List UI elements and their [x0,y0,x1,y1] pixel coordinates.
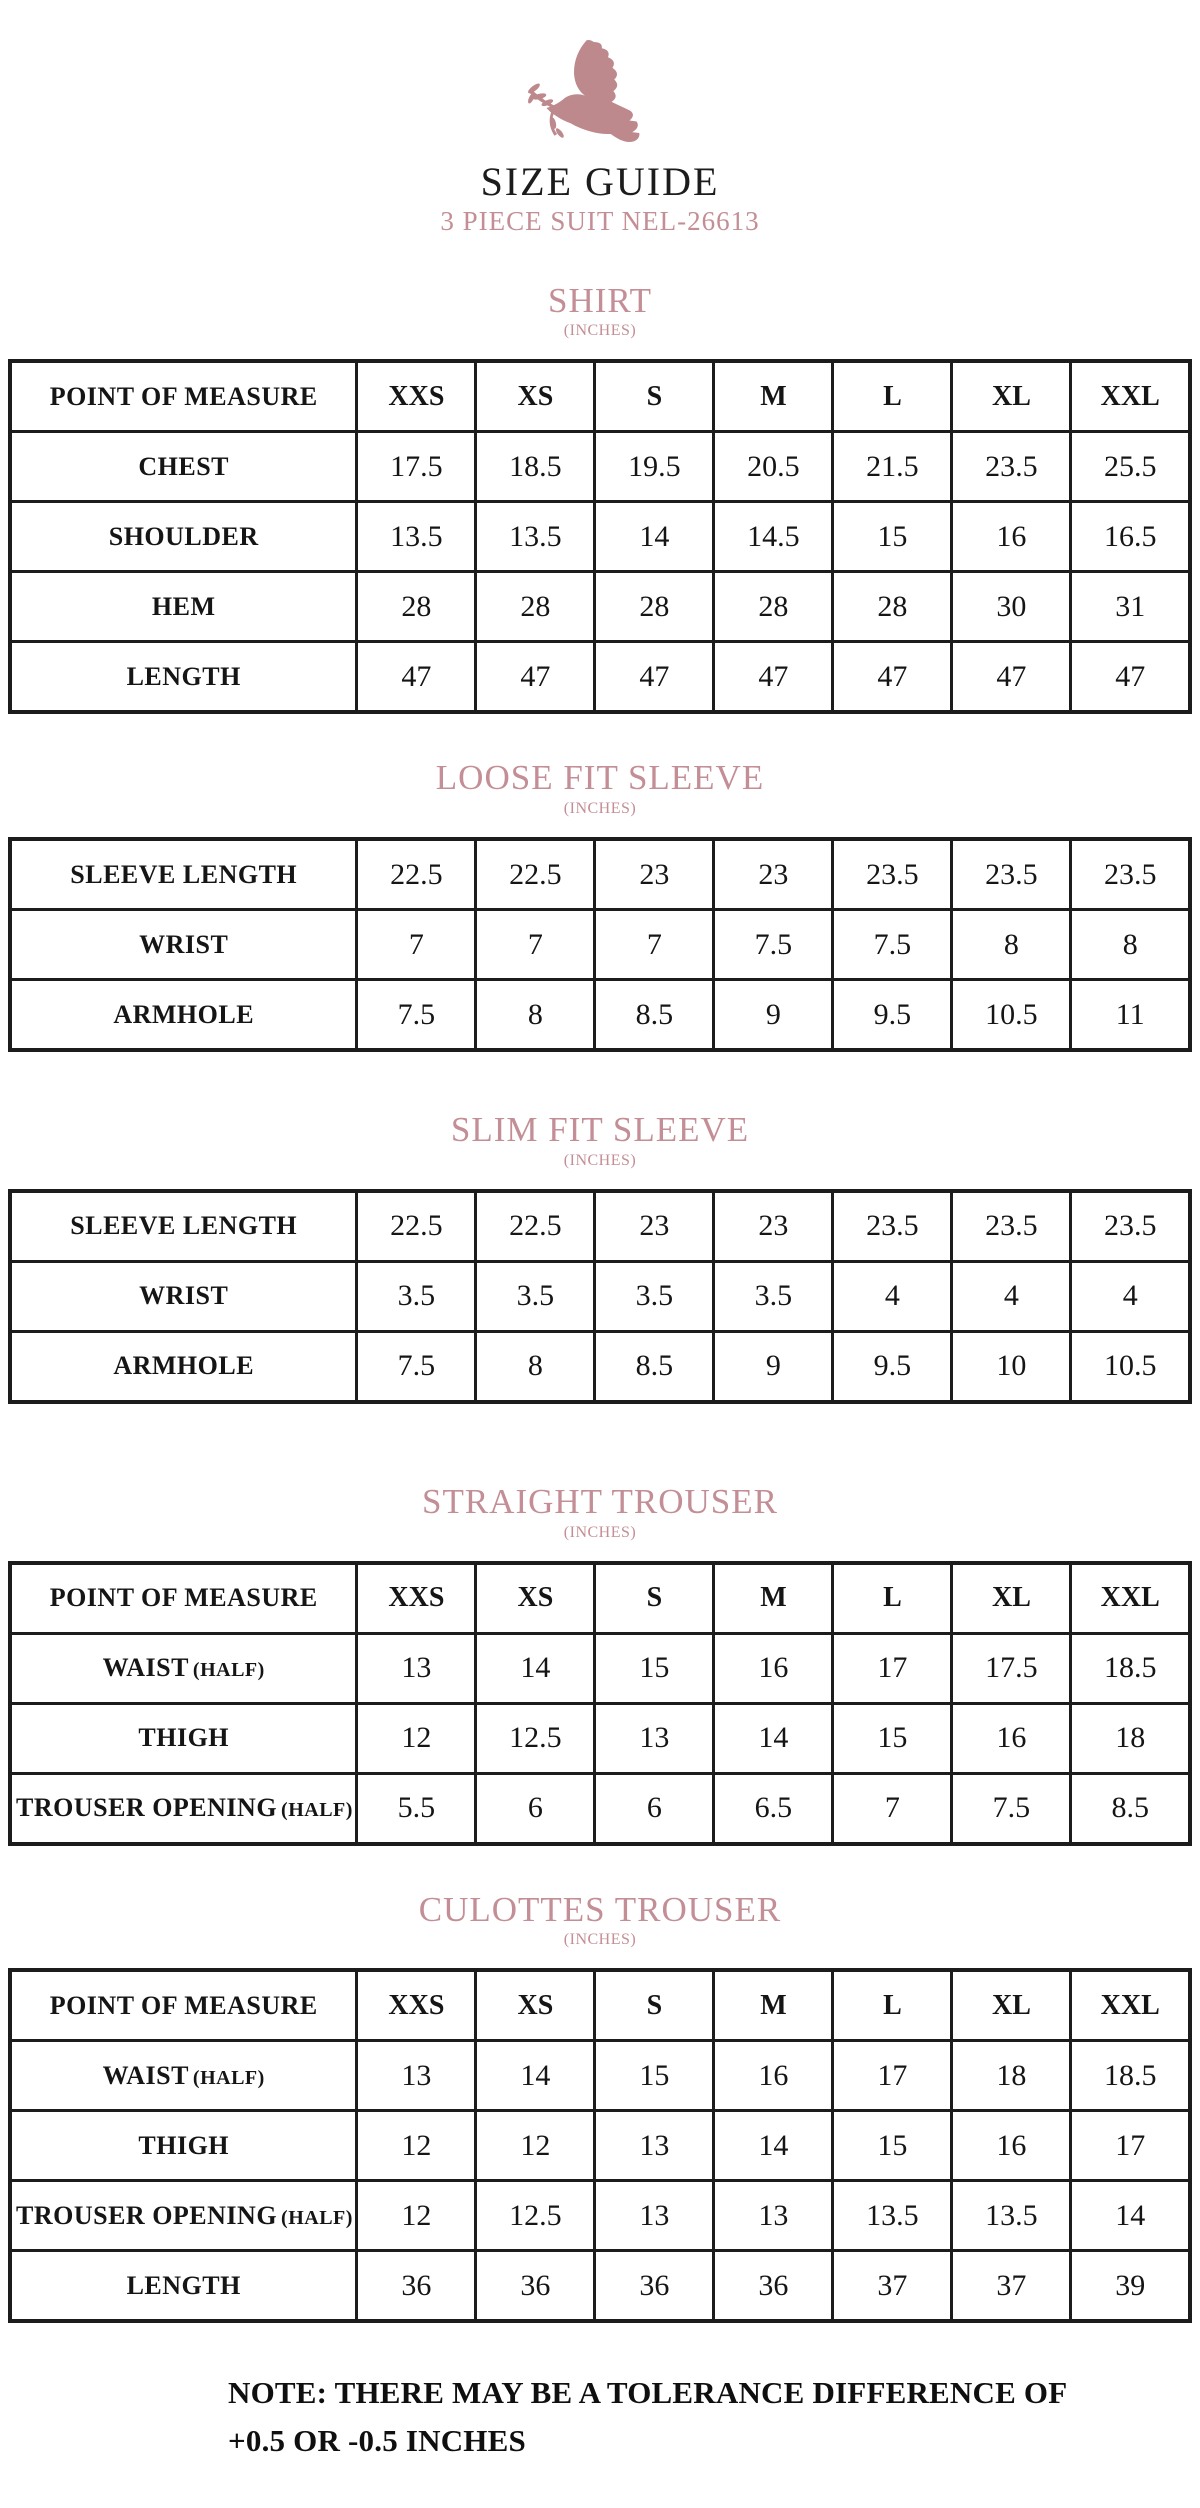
size-column-header-xxs: XXS [357,361,476,432]
measurement-value: 16 [952,2111,1071,2181]
measurement-value: 7 [833,1773,952,1844]
measurement-value: 25.5 [1071,432,1190,502]
measurement-value: 47 [476,642,595,713]
measurement-value: 8.5 [595,980,714,1051]
measurement-value: 23.5 [952,432,1071,502]
size-table-loose-fit-sleeve [8,837,1192,1052]
section-unit-label: (INCHES) [563,1931,637,1949]
measure-row-length [10,642,1190,713]
section-slim-fit-sleeve [0,1112,1200,1404]
measurement-value: 13 [595,2111,714,2181]
measurement-value: 13.5 [357,502,476,572]
measurement-value: 7 [476,910,595,980]
measurement-value: 16 [714,2041,833,2111]
size-column-header-l: L [833,1563,952,1634]
measure-row-wrist [10,1261,1190,1331]
size-column-header-m: M [714,361,833,432]
measurement-value: 16 [952,502,1071,572]
section-heading-straight-trouser: STRAIGHT TROUSER [421,1481,778,1521]
measurement-value: 14 [595,502,714,572]
page-subtitle: 3 PIECE SUIT NEL-26613 [440,206,760,236]
measurement-value: 3.5 [357,1261,476,1331]
measurement-value: 28 [595,572,714,642]
measurement-value: 12 [357,1703,476,1773]
measurement-value: 13 [357,1633,476,1703]
measurement-value: 28 [357,572,476,642]
measurement-value: 30 [952,572,1071,642]
tolerance-note-line1: NOTE: THERE MAY BE A TOLERANCE DIFFERENCE OF [228,2375,1068,2411]
measurement-value: 23.5 [833,1191,952,1262]
measurement-value: 7.5 [833,910,952,980]
measurement-value: 47 [952,642,1071,713]
measurement-value: 17 [833,2041,952,2111]
measurement-value: 15 [833,2111,952,2181]
section-loose-fit-sleeve [0,760,1200,1052]
measurement-value: 17 [1071,2111,1190,2181]
measurement-value: 36 [357,2251,476,2322]
measure-row-sleeve-length [10,839,1190,910]
measurement-value: 14 [476,2041,595,2111]
measurement-value: 14 [1071,2181,1190,2251]
measurement-value: 22.5 [476,1191,595,1262]
measurement-value: 18.5 [476,432,595,502]
measurement-value: 11 [1071,980,1190,1051]
measurement-value: 10.5 [1071,1331,1190,1402]
measurement-value: 17.5 [952,1633,1071,1703]
measure-row-trouser-opening [10,2181,1190,2251]
measurement-value: 23.5 [1071,839,1190,910]
measurement-value: 47 [1071,642,1190,713]
measurement-value: 22.5 [357,839,476,910]
measurement-value: 18 [952,2041,1071,2111]
measurement-value: 23.5 [1071,1191,1190,1262]
measurement-value: 21.5 [833,432,952,502]
measurement-value: 4 [833,1261,952,1331]
measurement-value: 8.5 [595,1331,714,1402]
measurement-value: 14 [714,2111,833,2181]
measurement-value: 23 [595,839,714,910]
point-of-measure-header: POINT OF MEASURE [10,1563,357,1634]
measurement-value: 8 [476,1331,595,1402]
measure-label: SLEEVE LENGTH [10,839,357,910]
measurement-value: 14 [476,1633,595,1703]
measurement-value: 22.5 [357,1191,476,1262]
measurement-value: 16 [714,1633,833,1703]
measure-label: THIGH [10,1703,357,1773]
size-column-header-xxl: XXL [1071,361,1190,432]
point-of-measure-header: POINT OF MEASURE [10,1970,357,2041]
measurement-value: 15 [595,2041,714,2111]
measurement-value: 7.5 [357,980,476,1051]
measurement-value: 36 [595,2251,714,2322]
measurement-value: 7 [595,910,714,980]
measurement-value: 23 [595,1191,714,1262]
measure-label: WRIST [10,1261,357,1331]
measurement-value: 12.5 [476,1703,595,1773]
measure-row-armhole [10,980,1190,1051]
measurement-value: 9 [714,980,833,1051]
size-column-header-m: M [714,1563,833,1634]
measure-label: HEM [10,572,357,642]
measure-label: WAIST (HALF) [10,1633,357,1703]
measure-label: SLEEVE LENGTH [10,1191,357,1262]
size-column-header-m: M [714,1970,833,2041]
size-guide-sections [0,280,1200,2324]
measure-row-shoulder [10,502,1190,572]
measurement-value: 9.5 [833,980,952,1051]
measurement-value: 7.5 [952,1773,1071,1844]
measurement-value: 20.5 [714,432,833,502]
measurement-value: 13 [595,2181,714,2251]
section-straight-trouser [0,1481,1200,1846]
measurement-value: 18 [1071,1703,1190,1773]
measurement-value: 13.5 [952,2181,1071,2251]
measurement-value: 13 [357,2041,476,2111]
measurement-value: 6.5 [714,1773,833,1844]
dove-icon [524,34,676,150]
measure-row-armhole [10,1331,1190,1402]
measurement-value: 16 [952,1703,1071,1773]
size-column-header-xxs: XXS [357,1563,476,1634]
measurement-value: 12 [357,2111,476,2181]
measurement-value: 37 [952,2251,1071,2322]
measure-label: WRIST [10,910,357,980]
brand-logo [0,34,1200,237]
size-column-header-xs: XS [476,1563,595,1634]
table-header-row [10,1563,1190,1634]
section-shirt [0,280,1200,715]
tolerance-note-line2: +0.5 OR -0.5 INCHES [228,2423,526,2459]
measure-label: ARMHOLE [10,1331,357,1402]
size-column-header-s: S [595,1563,714,1634]
measurement-value: 9 [714,1331,833,1402]
measurement-value: 8 [1071,910,1190,980]
measure-label-suffix: (HALF) [192,2066,265,2089]
measurement-value: 36 [714,2251,833,2322]
section-unit-label: (INCHES) [563,1151,637,1169]
page-title: SIZE GUIDE [480,159,720,204]
section-unit-label: (INCHES) [563,800,637,818]
measurement-value: 7 [357,910,476,980]
size-table-shirt [8,359,1192,714]
measurement-value: 6 [476,1773,595,1844]
measurement-value: 17 [833,1633,952,1703]
measurement-value: 12 [357,2181,476,2251]
measurement-value: 23.5 [952,1191,1071,1262]
measurement-value: 18.5 [1071,2041,1190,2111]
measure-label-suffix: (HALF) [192,1659,265,1682]
measurement-value: 14 [714,1703,833,1773]
measurement-value: 13 [714,2181,833,2251]
measure-row-sleeve-length [10,1191,1190,1262]
measurement-value: 14.5 [714,502,833,572]
size-column-header-xl: XL [952,1970,1071,2041]
size-column-header-s: S [595,1970,714,2041]
measure-row-trouser-opening [10,1773,1190,1844]
measurement-value: 16.5 [1071,502,1190,572]
measurement-value: 5.5 [357,1773,476,1844]
measure-row-thigh [10,1703,1190,1773]
measure-label-suffix: (HALF) [281,1799,353,1822]
size-column-header-s: S [595,361,714,432]
measure-label: ARMHOLE [10,980,357,1051]
measure-label-suffix: (HALF) [281,2206,353,2229]
table-header-row [10,1970,1190,2041]
measurement-value: 47 [833,642,952,713]
measurement-value: 12 [476,2111,595,2181]
measurement-value: 4 [1071,1261,1190,1331]
measure-row-thigh [10,2111,1190,2181]
section-unit-label: (INCHES) [563,1523,637,1541]
measure-label: LENGTH [10,642,357,713]
measurement-value: 19.5 [595,432,714,502]
measurement-value: 31 [1071,572,1190,642]
measurement-value: 8 [952,910,1071,980]
measure-row-waist [10,2041,1190,2111]
measurement-value: 22.5 [476,839,595,910]
measurement-value: 28 [476,572,595,642]
measurement-value: 3.5 [714,1261,833,1331]
measurement-value: 47 [714,642,833,713]
measurement-value: 28 [833,572,952,642]
measurement-value: 13.5 [833,2181,952,2251]
measurement-value: 10.5 [952,980,1071,1051]
measurement-value: 9.5 [833,1331,952,1402]
measurement-value: 39 [1071,2251,1190,2322]
size-column-header-xxs: XXS [357,1970,476,2041]
measure-label: THIGH [10,2111,357,2181]
point-of-measure-header: POINT OF MEASURE [10,361,357,432]
measurement-value: 7.5 [357,1331,476,1402]
measurement-value: 47 [357,642,476,713]
measure-row-wrist [10,910,1190,980]
measure-label: LENGTH [10,2251,357,2322]
table-header-row [10,361,1190,432]
size-column-header-xxl: XXL [1071,1563,1190,1634]
measure-row-length [10,2251,1190,2322]
size-column-header-xs: XS [476,361,595,432]
measurement-value: 4 [952,1261,1071,1331]
section-heading-culottes-trouser: CULOTTES TROUSER [418,1889,782,1929]
measurement-value: 13 [595,1703,714,1773]
measure-row-chest [10,432,1190,502]
measure-label: TROUSER OPENING (HALF) [10,1773,357,1844]
measurement-value: 17.5 [357,432,476,502]
measurement-value: 7.5 [714,910,833,980]
size-column-header-xxl: XXL [1071,1970,1190,2041]
section-unit-label: (INCHES) [563,322,637,340]
measure-row-hem [10,572,1190,642]
section-heading-shirt: SHIRT [547,280,653,320]
measurement-value: 47 [595,642,714,713]
size-table-straight-trouser [8,1561,1192,1846]
measurement-value: 10 [952,1331,1071,1402]
measurement-value: 36 [476,2251,595,2322]
size-column-header-xl: XL [952,1563,1071,1634]
measurement-value: 13.5 [476,502,595,572]
measurement-value: 3.5 [595,1261,714,1331]
measure-label: TROUSER OPENING (HALF) [10,2181,357,2251]
measurement-value: 18.5 [1071,1633,1190,1703]
size-column-header-l: L [833,361,952,432]
measure-label: WAIST (HALF) [10,2041,357,2111]
measurement-value: 28 [714,572,833,642]
measurement-value: 15 [595,1633,714,1703]
measurement-value: 8 [476,980,595,1051]
measurement-value: 15 [833,1703,952,1773]
measurement-value: 8.5 [1071,1773,1190,1844]
size-column-header-xl: XL [952,361,1071,432]
measurement-value: 23.5 [833,839,952,910]
section-heading-slim-fit-sleeve: SLIM FIT SLEEVE [450,1110,750,1150]
measurement-value: 15 [833,502,952,572]
measurement-value: 3.5 [476,1261,595,1331]
measurement-value: 23 [714,1191,833,1262]
measurement-value: 23.5 [952,839,1071,910]
size-column-header-xs: XS [476,1970,595,2041]
size-table-slim-fit-sleeve [8,1189,1192,1404]
section-heading-loose-fit-sleeve: LOOSE FIT SLEEVE [435,758,765,798]
measurement-value: 37 [833,2251,952,2322]
measurement-value: 12.5 [476,2181,595,2251]
size-column-header-l: L [833,1970,952,2041]
measure-label: CHEST [10,432,357,502]
measurement-value: 23 [714,839,833,910]
size-table-culottes-trouser [8,1968,1192,2323]
measure-row-waist [10,1633,1190,1703]
measure-label: SHOULDER [10,502,357,572]
tolerance-note [228,2369,1200,2465]
measurement-value: 6 [595,1773,714,1844]
section-culottes-trouser [0,1889,1200,2324]
